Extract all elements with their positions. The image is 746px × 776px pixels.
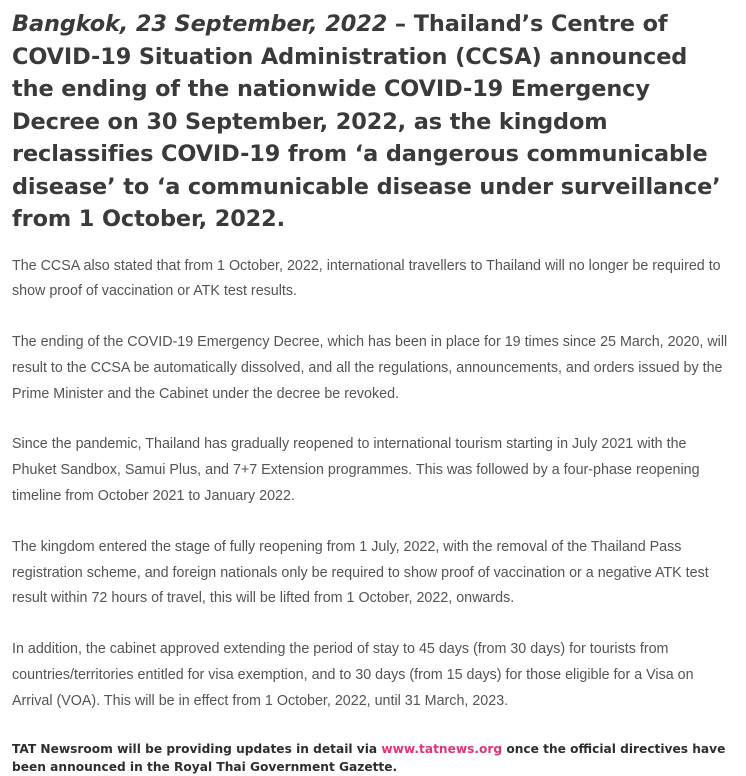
footer-text-before: TAT Newsroom will be providing updates in detail via: [12, 741, 382, 756]
dateline: Bangkok, 23 September, 2022: [12, 11, 388, 37]
tatnews-link[interactable]: www.tatnews.org: [381, 741, 503, 756]
body-paragraph-4: The kingdom entered the stage of fully reopening from 1 July, 2022, with the removal of the Thailand Pass registration scheme, and foreign nationals only be required to show proof of vaccination or a negative ATK test result within 72 hours of travel, this will be lifted from 1 October, 2022, onwards.: [12, 538, 709, 607]
body-paragraph-3: Since the pandemic, Thailand has gradually reopened to international tourism starting in July 2021 with the Phuket Sandbox, Samui Plus, and 7+7 Extension programmes. This was followed by a four-phase reopening timeline from October 2021 to January 2022.: [12, 436, 700, 505]
lead-paragraph: [12, 8, 728, 236]
body-paragraph-2: The ending of the COVID-19 Emergency Decree, which has been in place for 19 times since 25 March, 2020, will result to the CCSA be automatically dissolved, and all the regulations, announcements, and orders issued by the Prime Minister and the Cabinet under the decree be revoked.: [12, 334, 728, 402]
article: [12, 8, 728, 776]
footer-note: [12, 740, 728, 776]
body-paragraph-1: The CCSA also stated that from 1 October, 2022, international travellers to Thailand will no longer be required to show proof of vaccination or ATK test results.: [12, 257, 721, 300]
body-paragraph-5: In addition, the cabinet approved extending the period of stay to 45 days (from 30 days) for tourists from countries/territories entitled for visa exemption, and to 30 days (from 15 days) for those eligible for a Visa on Arrival (VOA). This will be in effect from 1 October, 2022, until 31 March, 2023.: [12, 641, 694, 709]
footer-text-after: once the official directives have been announced in the Royal Thai Government Gazette.: [12, 741, 726, 774]
lead-text: – Thailand’s Centre of COVID-19 Situation Administration (CCSA) announced the ending of the nationwide COVID-19 Emergency Decree on 30 September, 2022, as the kingdom reclassifies COVID-19 from ‘a dangerous communicable disease’ to ‘a communicable disease under surveillance’ from 1 October, 2022.: [12, 11, 721, 232]
